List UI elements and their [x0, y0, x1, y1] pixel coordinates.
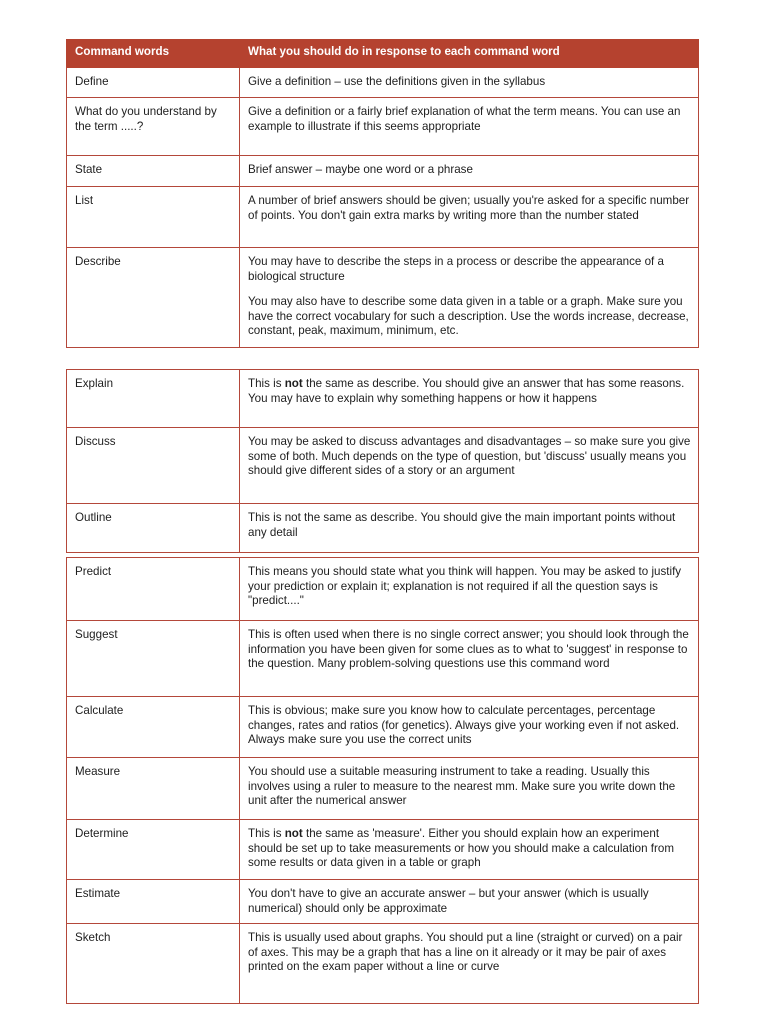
- table-row: [67, 248, 699, 348]
- response-text: Give a definition – use the definitions given in the syllabus: [248, 75, 546, 88]
- command-word-cell: [67, 558, 240, 621]
- response-cell: [240, 697, 699, 758]
- emphasis-text: not: [284, 827, 303, 840]
- table-header-row: [67, 40, 699, 68]
- table-row: [67, 504, 699, 553]
- command-word: Estimate: [75, 887, 121, 900]
- command-words-table-3: [66, 557, 699, 1004]
- command-word: Explain: [75, 377, 114, 390]
- command-word-cell: [67, 621, 240, 697]
- response-text: You don't have to give an accurate answer – but your answer (which is usually numerical) should only be approximate: [248, 887, 649, 915]
- response-text: You may also have to describe some data given in a table or a graph. Make sure you have the correct vocabulary for such a description. Use the words increase, decrease, constant, peak, maximum, minimum, etc.: [248, 295, 689, 337]
- response-cell: [240, 156, 699, 187]
- command-word-cell: [67, 428, 240, 504]
- response-text: A number of brief answers should be given; usually you're asked for a specific number of points. You don't gain extra marks by writing more than the number stated: [248, 194, 690, 222]
- table-row: [67, 98, 699, 156]
- command-word-cell: [67, 248, 240, 348]
- table-row: [67, 68, 699, 98]
- table-row: [67, 428, 699, 504]
- response-text: Brief answer – maybe one word or a phrase: [248, 163, 473, 176]
- table-row: [67, 820, 699, 880]
- command-word-cell: [67, 370, 240, 428]
- header-response: What you should do in response to each command word: [240, 40, 699, 68]
- response-text: This is obvious; make sure you know how to calculate percentages, percentage changes, rates and ratios (for genetics). Always give your working even if not asked. Always make sure you use the correct units: [248, 704, 680, 746]
- command-word: What do you understand by the term .....?: [75, 105, 217, 133]
- response-text: This is usually used about graphs. You should put a line (straight or curved) on a pair of axes. This may be a graph that has a line on it already or it may be pair of axes printed on the exam paper without a line or curve: [248, 931, 683, 973]
- command-word-cell: [67, 697, 240, 758]
- table-row: [67, 697, 699, 758]
- response-cell: [240, 504, 699, 553]
- table-row: [67, 156, 699, 187]
- response-text: This is not the same as describe. You should give an answer that has some reasons. You may have to explain why something happens or how it happens: [248, 377, 685, 405]
- table-row: [67, 621, 699, 697]
- response-cell: [240, 924, 699, 1004]
- response-text: This is not the same as describe. You should give the main important points without any detail: [248, 511, 676, 539]
- command-word-cell: [67, 187, 240, 248]
- emphasis-text: not: [284, 377, 303, 390]
- command-word: Suggest: [75, 628, 118, 641]
- response-text: This means you should state what you think will happen. You may be asked to justify your prediction or explain it; explanation is not required if all the question says is "predict....": [248, 565, 682, 607]
- response-text: You should use a suitable measuring instrument to take a reading. Usually this involves using a ruler to measure to the nearest mm. Make sure you write down the unit after the numerical answer: [248, 765, 676, 807]
- command-word: Describe: [75, 255, 121, 268]
- command-word-cell: [67, 68, 240, 98]
- table-row: [67, 924, 699, 1004]
- header-command-words: Command words: [67, 40, 240, 68]
- command-word-cell: [67, 820, 240, 880]
- response-cell: [240, 428, 699, 504]
- response-cell: [240, 820, 699, 880]
- response-cell: [240, 68, 699, 98]
- command-words-table-2: [66, 369, 699, 553]
- response-cell: [240, 621, 699, 697]
- table-row: [67, 370, 699, 428]
- command-word-cell: [67, 758, 240, 820]
- table-row: [67, 880, 699, 924]
- command-word-cell: [67, 504, 240, 553]
- response-cell: [240, 187, 699, 248]
- response-cell: [240, 370, 699, 428]
- response-text: This is not the same as 'measure'. Either you should explain how an experiment should be set up to take measurements or how you should make a calculation from some results or data given in a table or graph: [248, 827, 674, 869]
- response-text: This is often used when there is no single correct answer; you should look through the information you have been given for some clues as to what to 'suggest' in response to the question. Many problem-solving questions use this command word: [248, 628, 689, 670]
- response-cell: [240, 248, 699, 348]
- command-word-cell: [67, 98, 240, 156]
- table-row: [67, 187, 699, 248]
- response-text: Give a definition or a fairly brief explanation of what the term means. You can use an example to illustrate if this seems appropriate: [248, 105, 681, 133]
- response-cell: [240, 98, 699, 156]
- command-word-cell: [67, 156, 240, 187]
- command-word: List: [75, 194, 94, 207]
- command-word-cell: [67, 880, 240, 924]
- command-word: Discuss: [75, 435, 116, 448]
- command-word-cell: [67, 924, 240, 1004]
- response-cell: [240, 558, 699, 621]
- command-word: Outline: [75, 511, 112, 524]
- response-text: You may have to describe the steps in a process or describe the appearance of a biological structure: [248, 255, 664, 283]
- response-cell: [240, 880, 699, 924]
- response-cell: [240, 758, 699, 820]
- command-word: State: [75, 163, 103, 176]
- command-word: Calculate: [75, 704, 124, 717]
- command-word: Measure: [75, 765, 121, 778]
- command-word: Determine: [75, 827, 129, 840]
- response-text: You may be asked to discuss advantages and disadvantages – so make sure you give some of both. Much depends on the type of question, but 'discuss' usually means you should give different sides of a story or an argument: [248, 435, 691, 477]
- command-word: Predict: [75, 565, 112, 578]
- command-word: Sketch: [75, 931, 111, 944]
- command-words-table-1: [66, 39, 699, 348]
- table-row: [67, 758, 699, 820]
- table-row: [67, 558, 699, 621]
- command-word: Define: [75, 75, 109, 88]
